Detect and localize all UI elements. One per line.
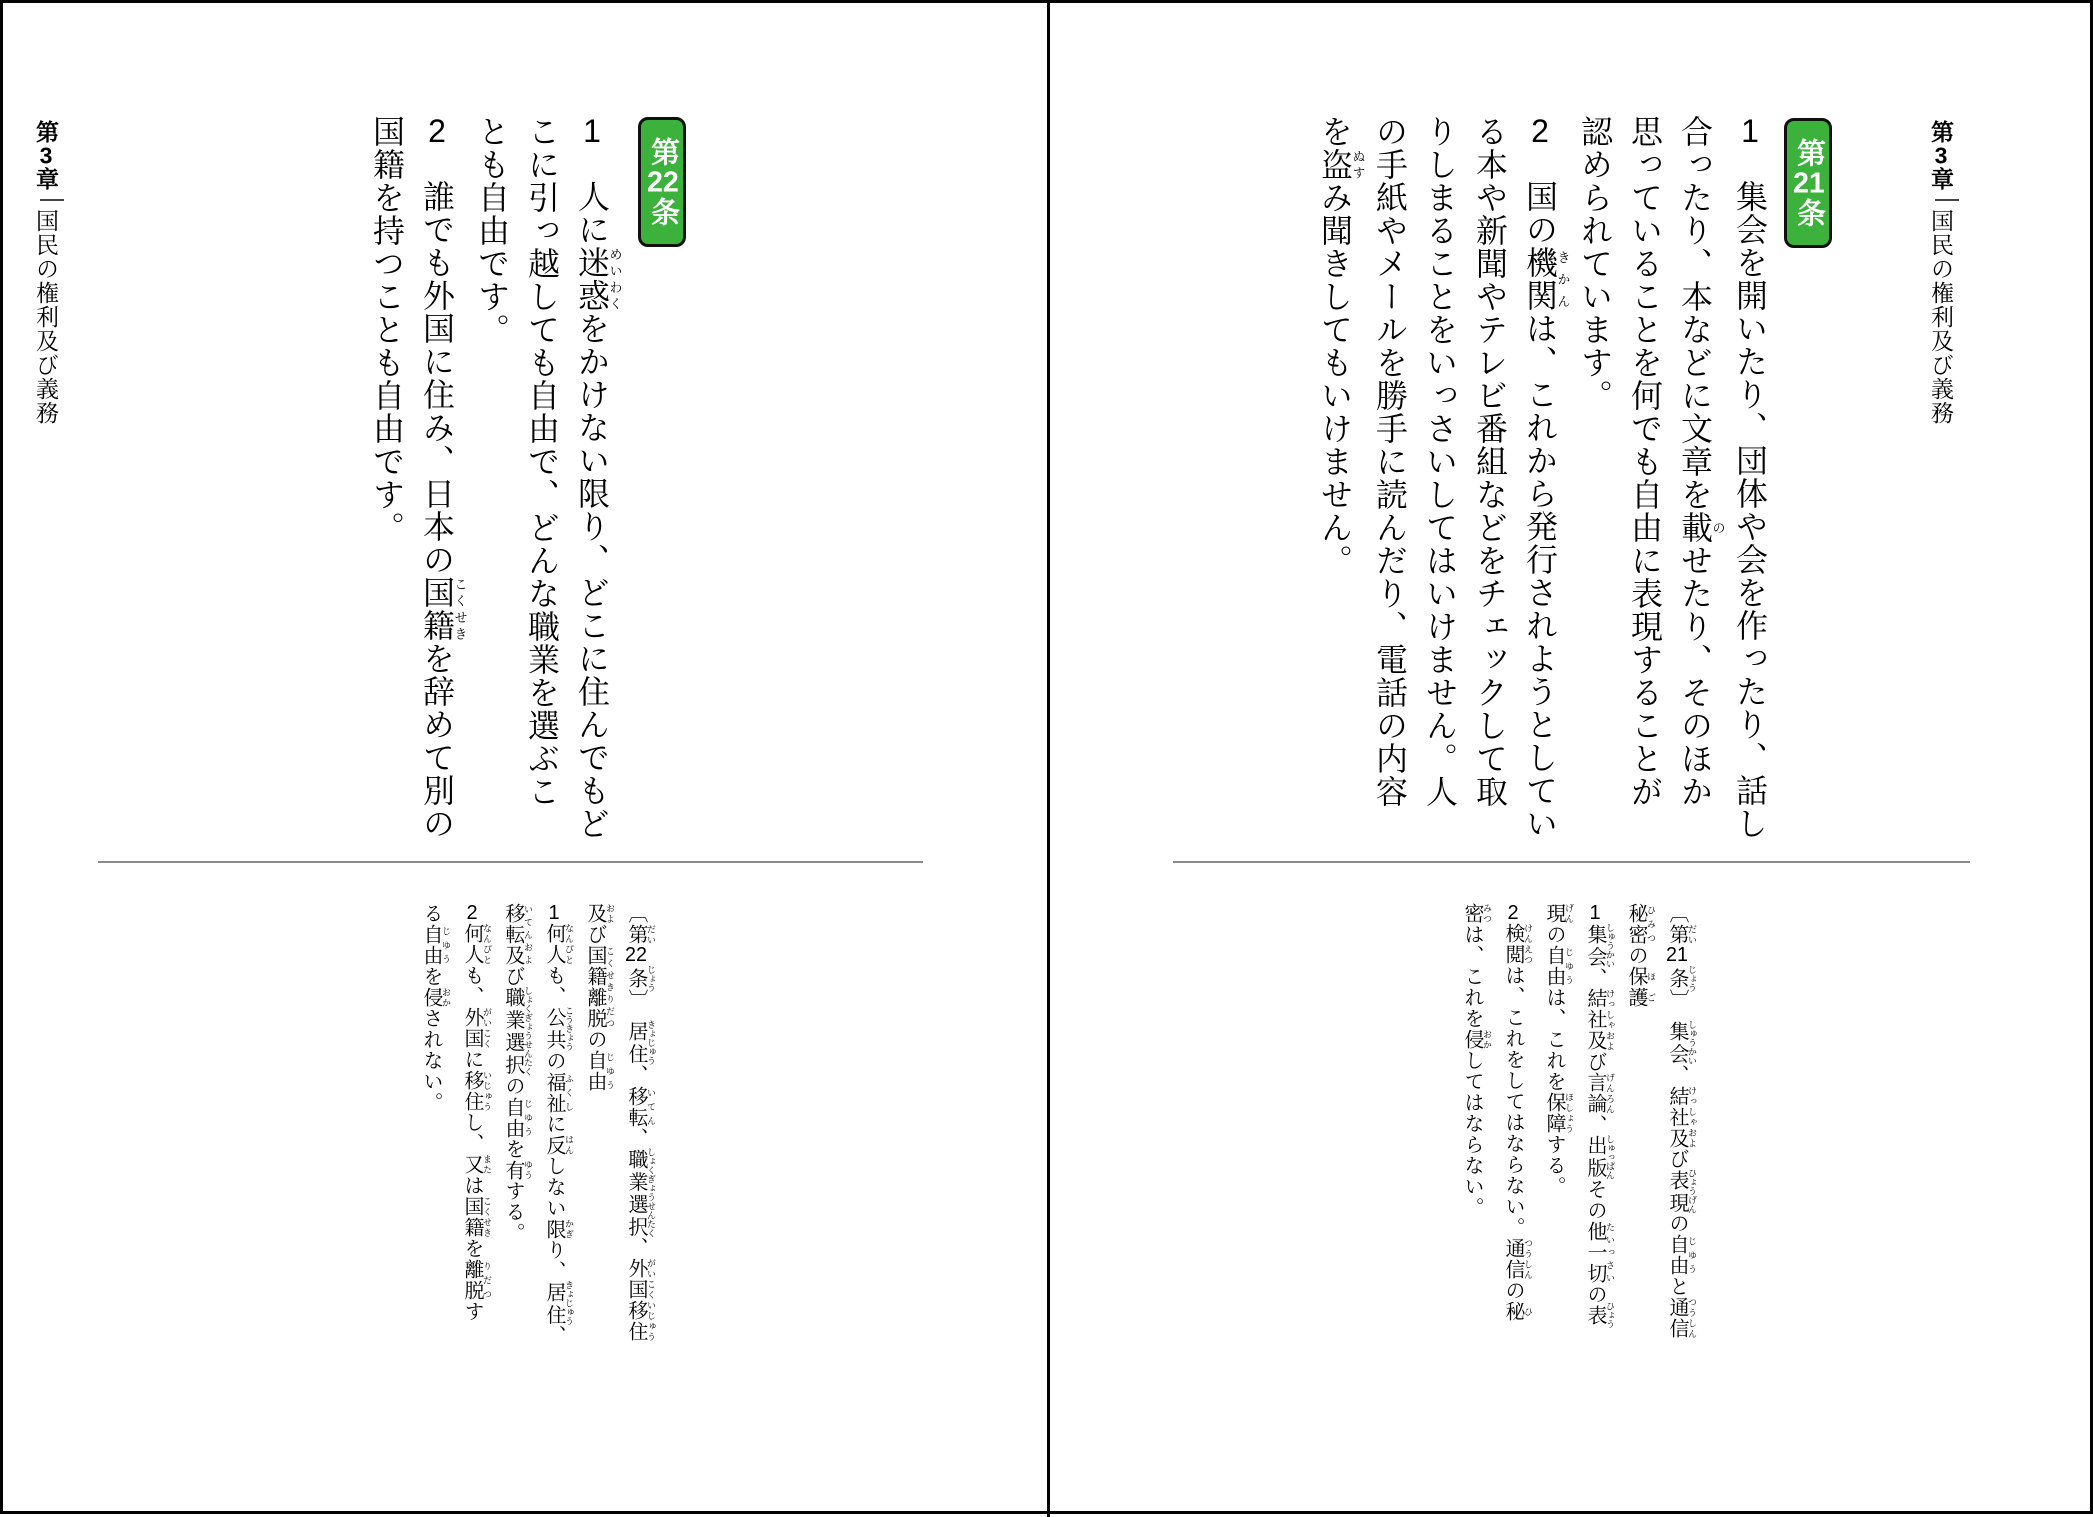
- article-21-summary-text: [1310, 115, 1775, 860]
- chapter-number: 第3章: [33, 120, 59, 191]
- chapter-number: 第3章: [1928, 120, 1954, 191]
- chapter-title: 国民の権利及び義務: [1928, 209, 1954, 425]
- text-column: 認められています。: [1577, 115, 1613, 412]
- section-divider: [1173, 861, 1970, 863]
- chapter-header: [1926, 120, 1959, 425]
- text-column: 2 誰でも外国に住み、日本の国籍こくせきを辞めて別の: [419, 115, 468, 840]
- text-column: 及 および国籍離脱 こくせきりだつの自由 じゆう: [584, 903, 615, 1092]
- article-22-summary-text: [362, 115, 622, 860]
- article-22-badge-label: 第22条: [646, 136, 679, 228]
- text-column: 2 国の機関きかんは、これから発行されようとしてい: [1522, 115, 1571, 840]
- text-column: の手紙やメールを勝手に読んだり、電話の内容: [1372, 115, 1408, 808]
- text-column: 思っていることを何でも自由に表現することが: [1627, 115, 1663, 808]
- section-divider: [98, 861, 923, 863]
- article-22-badge: [638, 117, 686, 247]
- article-21-badge-label: 第21条: [1792, 137, 1825, 229]
- chapter-title: 国民の権利及び義務: [33, 209, 59, 425]
- text-column: 移転及 いてんおよび職業選択 しょくぎょうせんたくの自由 じゆうを有 ゆうする。: [502, 903, 533, 1244]
- article-21-law-text: [1451, 903, 1697, 1393]
- text-column: こに引っ越しても自由で、どんな職業を選ぶこ: [524, 115, 560, 808]
- text-column: 密 みつは、これを侵 おかしてはならない。: [1461, 903, 1492, 1218]
- text-column: る本や新聞やテレビ番組などをチェックして取: [1472, 115, 1508, 808]
- text-column: 1何人 なんぴとも、公共 こうきょうの福祉 ふくしに反 はんしない限 かぎり、居住 きょじゅう、: [543, 903, 574, 1346]
- text-column: とも自由です。: [474, 115, 510, 346]
- text-column: 2何人 なんぴとも、外国 がいこくに移住 いじゅうし、又 または国籍 こくせきを離脱 りだつす: [461, 903, 492, 1322]
- text-column: 1集会 しゅうかい、結社及 けっしゃおよび言論 げんろん、出版 しゅっぱんその他一切 たいっさいの表 ひょう: [1584, 903, 1615, 1329]
- text-column: 1 人に迷惑めいわくをかけない限り、どこに住んでもど: [574, 115, 623, 840]
- page-gutter-divider: [1047, 3, 1050, 1517]
- text-column: 合ったり、本などに文章を載のせたり、そのほか: [1677, 115, 1726, 808]
- chapter-header: [31, 120, 64, 425]
- text-column: 2検閲 けんえつは、これをしてはならない。通信 つうしんの秘 ひ: [1502, 903, 1533, 1322]
- text-column: 〔第 だい22条 じょう〕 居住 きょじゅう、移転 いてん、職業選択 しょくぎょうせんたく、外国移住 がいこくいじゅう: [625, 903, 656, 1342]
- text-column: 1 集会を開いたり、団体や会を作ったり、話し: [1732, 115, 1768, 840]
- header-rule: [1935, 199, 1959, 201]
- text-column: 国籍を持つことも自由です。: [369, 115, 405, 544]
- text-column: る自由 じゆうを侵 おかされない。: [420, 903, 451, 1113]
- article-22-law-text: [410, 903, 656, 1393]
- text-column: 秘密 ひみつの保護 ほご: [1625, 903, 1656, 1008]
- text-column: りしまることをいっさいしてはいけません。人: [1422, 115, 1458, 808]
- text-column: 現 げんの自由 じゆうは、これを保障 ほしょうする。: [1543, 903, 1574, 1197]
- text-column: を盗ぬすみ聞きしてもいけません。: [1317, 115, 1366, 577]
- text-column: 〔第 だい21条 じょう〕 集会 しゅうかい、結社及 けっしゃおよび表現 ひょうげんの自由 じゆうと通信 つうしん: [1666, 903, 1697, 1339]
- header-rule: [40, 199, 64, 201]
- article-21-badge: [1784, 118, 1832, 248]
